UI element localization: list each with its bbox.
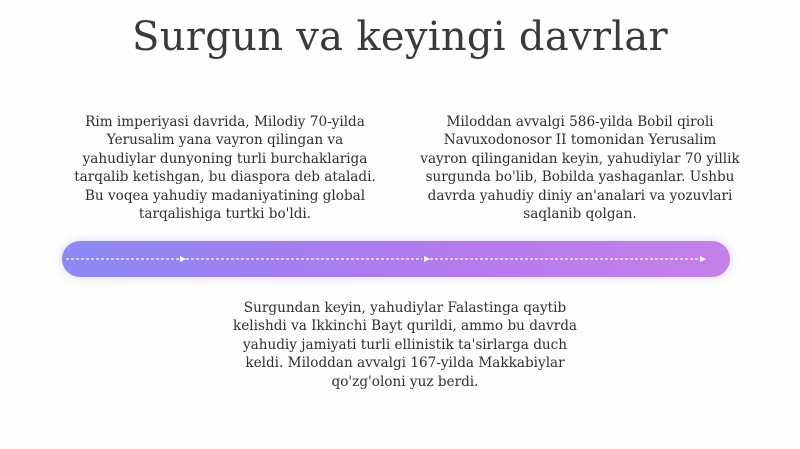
timeline-arrowhead-2 <box>424 256 430 262</box>
timeline-arrowhead-3 <box>700 256 706 262</box>
right-paragraph: Miloddan avvalgi 586-yilda Bobil qiroli Navuxodonosor II tomonidan Yerusalim vayron qilinganidan keyin, yahudiylar 70 yillik surgunda bo'lib, Bobilda yashaganlar. Ushbu davrda yahudiy diniy an'analari va yozuvlari saqlanib qolgan. <box>420 114 740 223</box>
timeline-bar <box>62 241 730 277</box>
slide-title: Surgun va keyingi davrlar <box>132 14 668 60</box>
bottom-paragraph: Surgundan keyin, yahudiylar Falastinga qaytib kelishdi va Ikkinchi Bayt qurildi, ammo bu davrda yahudiy jamiyati turli ellinistik ta'sirlarga duch keldi. Miloddan avvalgi 167-yilda Makkabiylar qo'zg'oloni yuz berdi. <box>232 300 578 390</box>
left-paragraph: Rim imperiyasi davrida, Milodiy 70-yilda Yerusalim yana vayron qilingan va yahudiylar dunyoning turli burchaklariga tarqalib ketishgan, bu diaspora deb ataladi. Bu voqea yahudiy madaniyatining global tarqalishiga turtki bo'ldi. <box>74 114 376 223</box>
timeline-arrows <box>62 241 730 277</box>
timeline-arrowhead-1 <box>180 256 186 262</box>
